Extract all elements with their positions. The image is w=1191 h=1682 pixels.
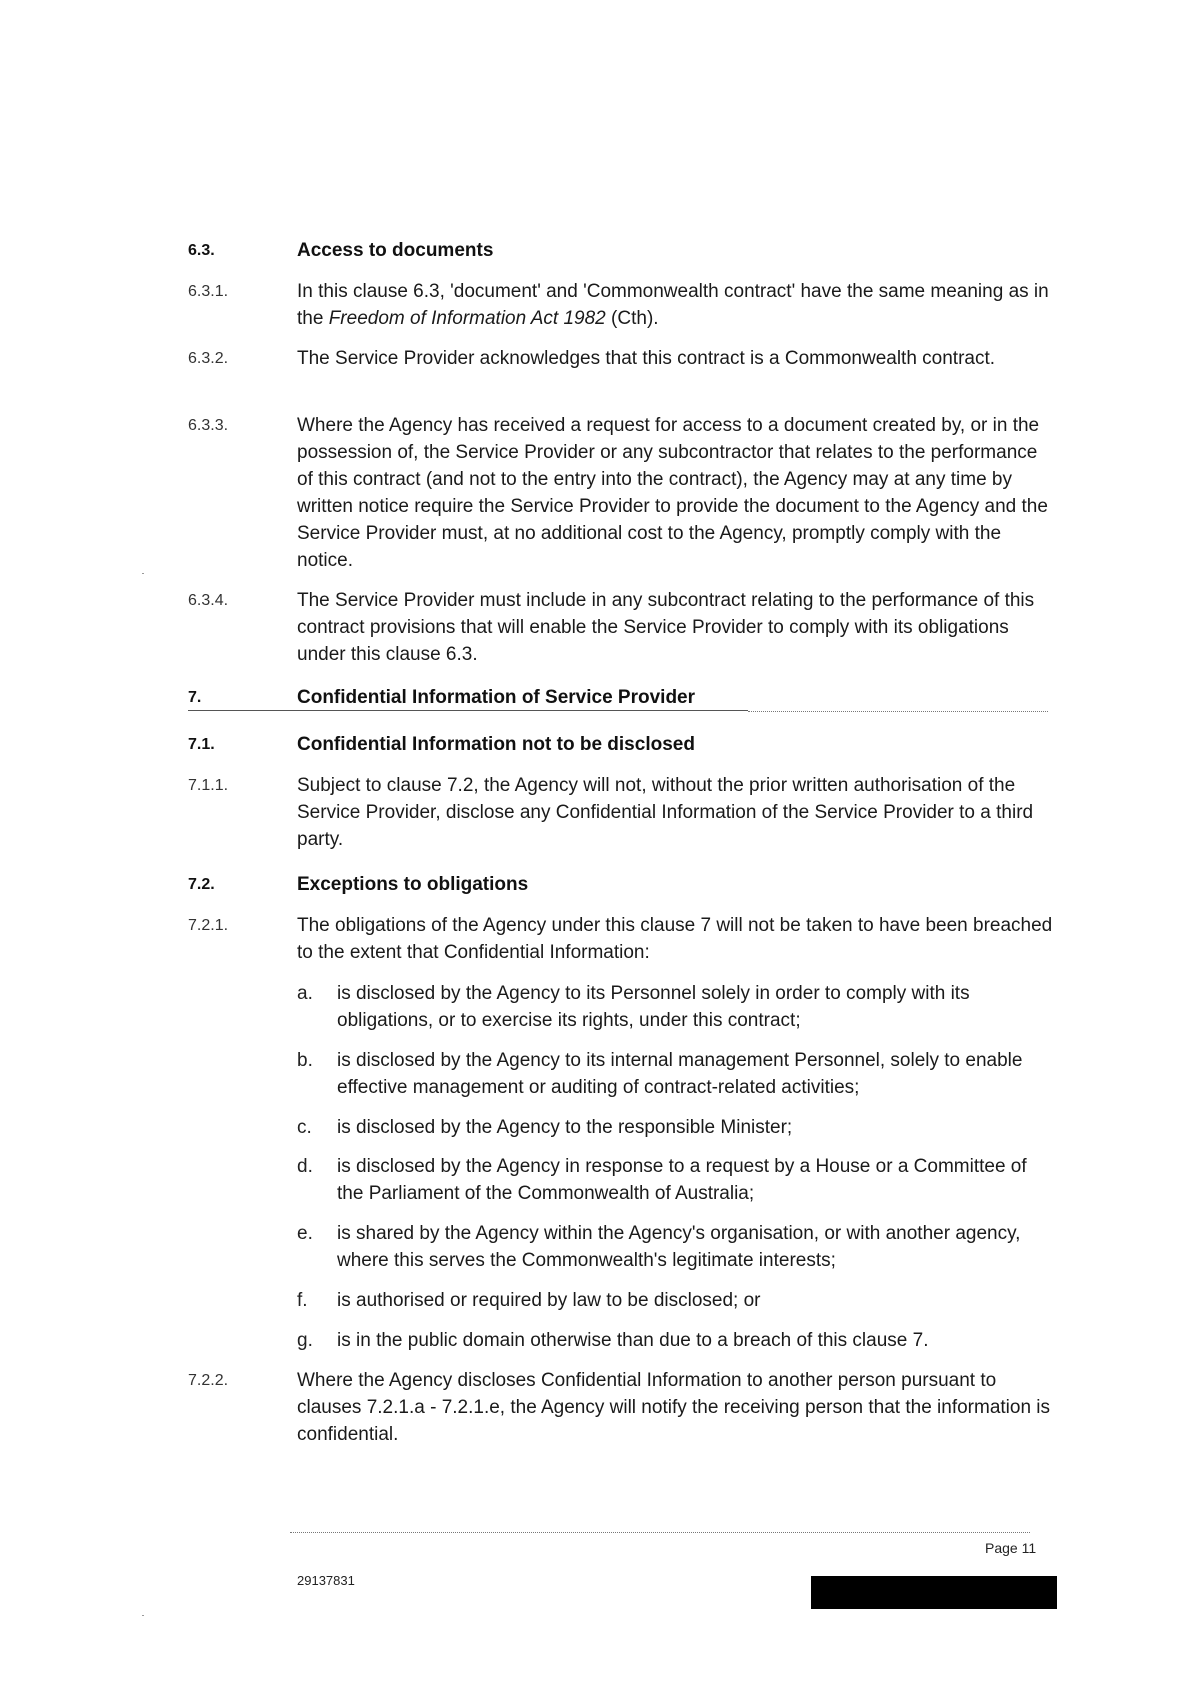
clause-heading-exceptions: Exceptions to obligations xyxy=(297,874,529,895)
clause-number-6-3: 6.3. xyxy=(188,242,215,259)
clause-number-6-3-2: 6.3.2. xyxy=(188,350,229,367)
act-title: Freedom of Information Act 1982 xyxy=(328,308,606,329)
list-item-letter: b. xyxy=(297,1050,313,1071)
clause-number-7-2: 7.2. xyxy=(188,876,215,893)
section-rule xyxy=(188,710,748,711)
clause-text-7-2-2: Where the Agency discloses Confidential Information to another person pursuant to clauses 7.2.1.a - 7.2.1.e, the Agency will notify the receiving person that the information is confidential. xyxy=(297,1370,1051,1445)
clause-text-6-3-1-a: In this clause 6.3, 'document' and 'Commonwealth contract' have the same meaning as in the xyxy=(297,281,1049,329)
list-item-letter: f. xyxy=(297,1290,308,1311)
clause-heading-access-to-documents: Access to documents xyxy=(297,240,494,261)
clause-number-7-1: 7.1. xyxy=(188,736,215,753)
clause-text-6-3-4: The Service Provider must include in any subcontract relating to the performance of this contract provisions that will enable the Service Provider to comply with its obligations under this clause 6.3. xyxy=(297,590,1035,665)
list-item-letter: e. xyxy=(297,1223,313,1244)
section-number-7: 7. xyxy=(188,689,202,706)
document-id: 29137831 xyxy=(297,1573,355,1588)
list-item: is shared by the Agency within the Agency's organisation, or with another agency, where this serves the Commonwealth's legitimate interests; xyxy=(337,1223,1021,1271)
clause-number-6-3-1: 6.3.1. xyxy=(188,283,229,300)
clause-text-7-1-1: Subject to clause 7.2, the Agency will not, without the prior written authorisation of the Service Provider, disclose any Confidential Information of the Service Provider to a third party. xyxy=(297,775,1034,850)
clause-number-7-2-1: 7.2.1. xyxy=(188,917,229,934)
clause-text-6-3-1 xyxy=(297,278,1057,332)
list-item-letter: c. xyxy=(297,1117,312,1138)
section-rule-dotted xyxy=(748,711,1048,712)
clause-text-6-3-2: The Service Provider acknowledges that this contract is a Commonwealth contract. xyxy=(297,348,996,369)
clause-number-7-1-1: 7.1.1. xyxy=(188,777,229,794)
clause-number-7-2-2: 7.2.2. xyxy=(188,1372,229,1389)
clause-text-6-3-1-b: (Cth). xyxy=(605,308,659,329)
list-item: is disclosed by the Agency to its internal management Personnel, solely to enable effective management or auditing of contract-related activities; xyxy=(337,1050,1023,1098)
list-item: is authorised or required by law to be disclosed; or xyxy=(337,1290,761,1311)
clause-heading-not-to-be-disclosed: Confidential Information not to be disclosed xyxy=(297,734,695,755)
redaction-block xyxy=(811,1576,1057,1609)
clause-text-6-3-3: Where the Agency has received a request for access to a document created by, or in the possession of, the Service Provider or any subcontractor that relates to the performance of this contract (and not to the entry into the contract), the Agency may at any time by written notice require the Service Provider to provide the document to the Agency and the Service Provider must, at no additional cost to the Agency, promptly comply with the notice. xyxy=(297,415,1048,571)
clause-text-7-2-1: The obligations of the Agency under this clause 7 will not be taken to have been breached to the extent that Confidential Information: xyxy=(297,915,1053,963)
list-item-letter: g. xyxy=(297,1330,313,1351)
list-item: is disclosed by the Agency to its Personnel solely in order to comply with its obligations, or to exercise its rights, under this contract; xyxy=(337,983,970,1031)
page-number: Page 11 xyxy=(985,1540,1037,1556)
list-item: is disclosed by the Agency to the responsible Minister; xyxy=(337,1117,793,1138)
list-item: is disclosed by the Agency in response to a request by a House or a Committee of the Parliament of the Commonwealth of Australia; xyxy=(337,1156,1027,1204)
clause-number-6-3-4: 6.3.4. xyxy=(188,592,229,609)
scan-speck xyxy=(142,573,144,574)
list-item-letter: a. xyxy=(297,983,313,1004)
list-item-letter: d. xyxy=(297,1156,313,1177)
section-heading-confidential-information: Confidential Information of Service Provider xyxy=(297,687,696,708)
list-item: is in the public domain otherwise than due to a breach of this clause 7. xyxy=(337,1330,929,1351)
footer-rule xyxy=(290,1532,1030,1533)
scan-speck xyxy=(142,1615,144,1616)
clause-number-6-3-3: 6.3.3. xyxy=(188,417,229,434)
